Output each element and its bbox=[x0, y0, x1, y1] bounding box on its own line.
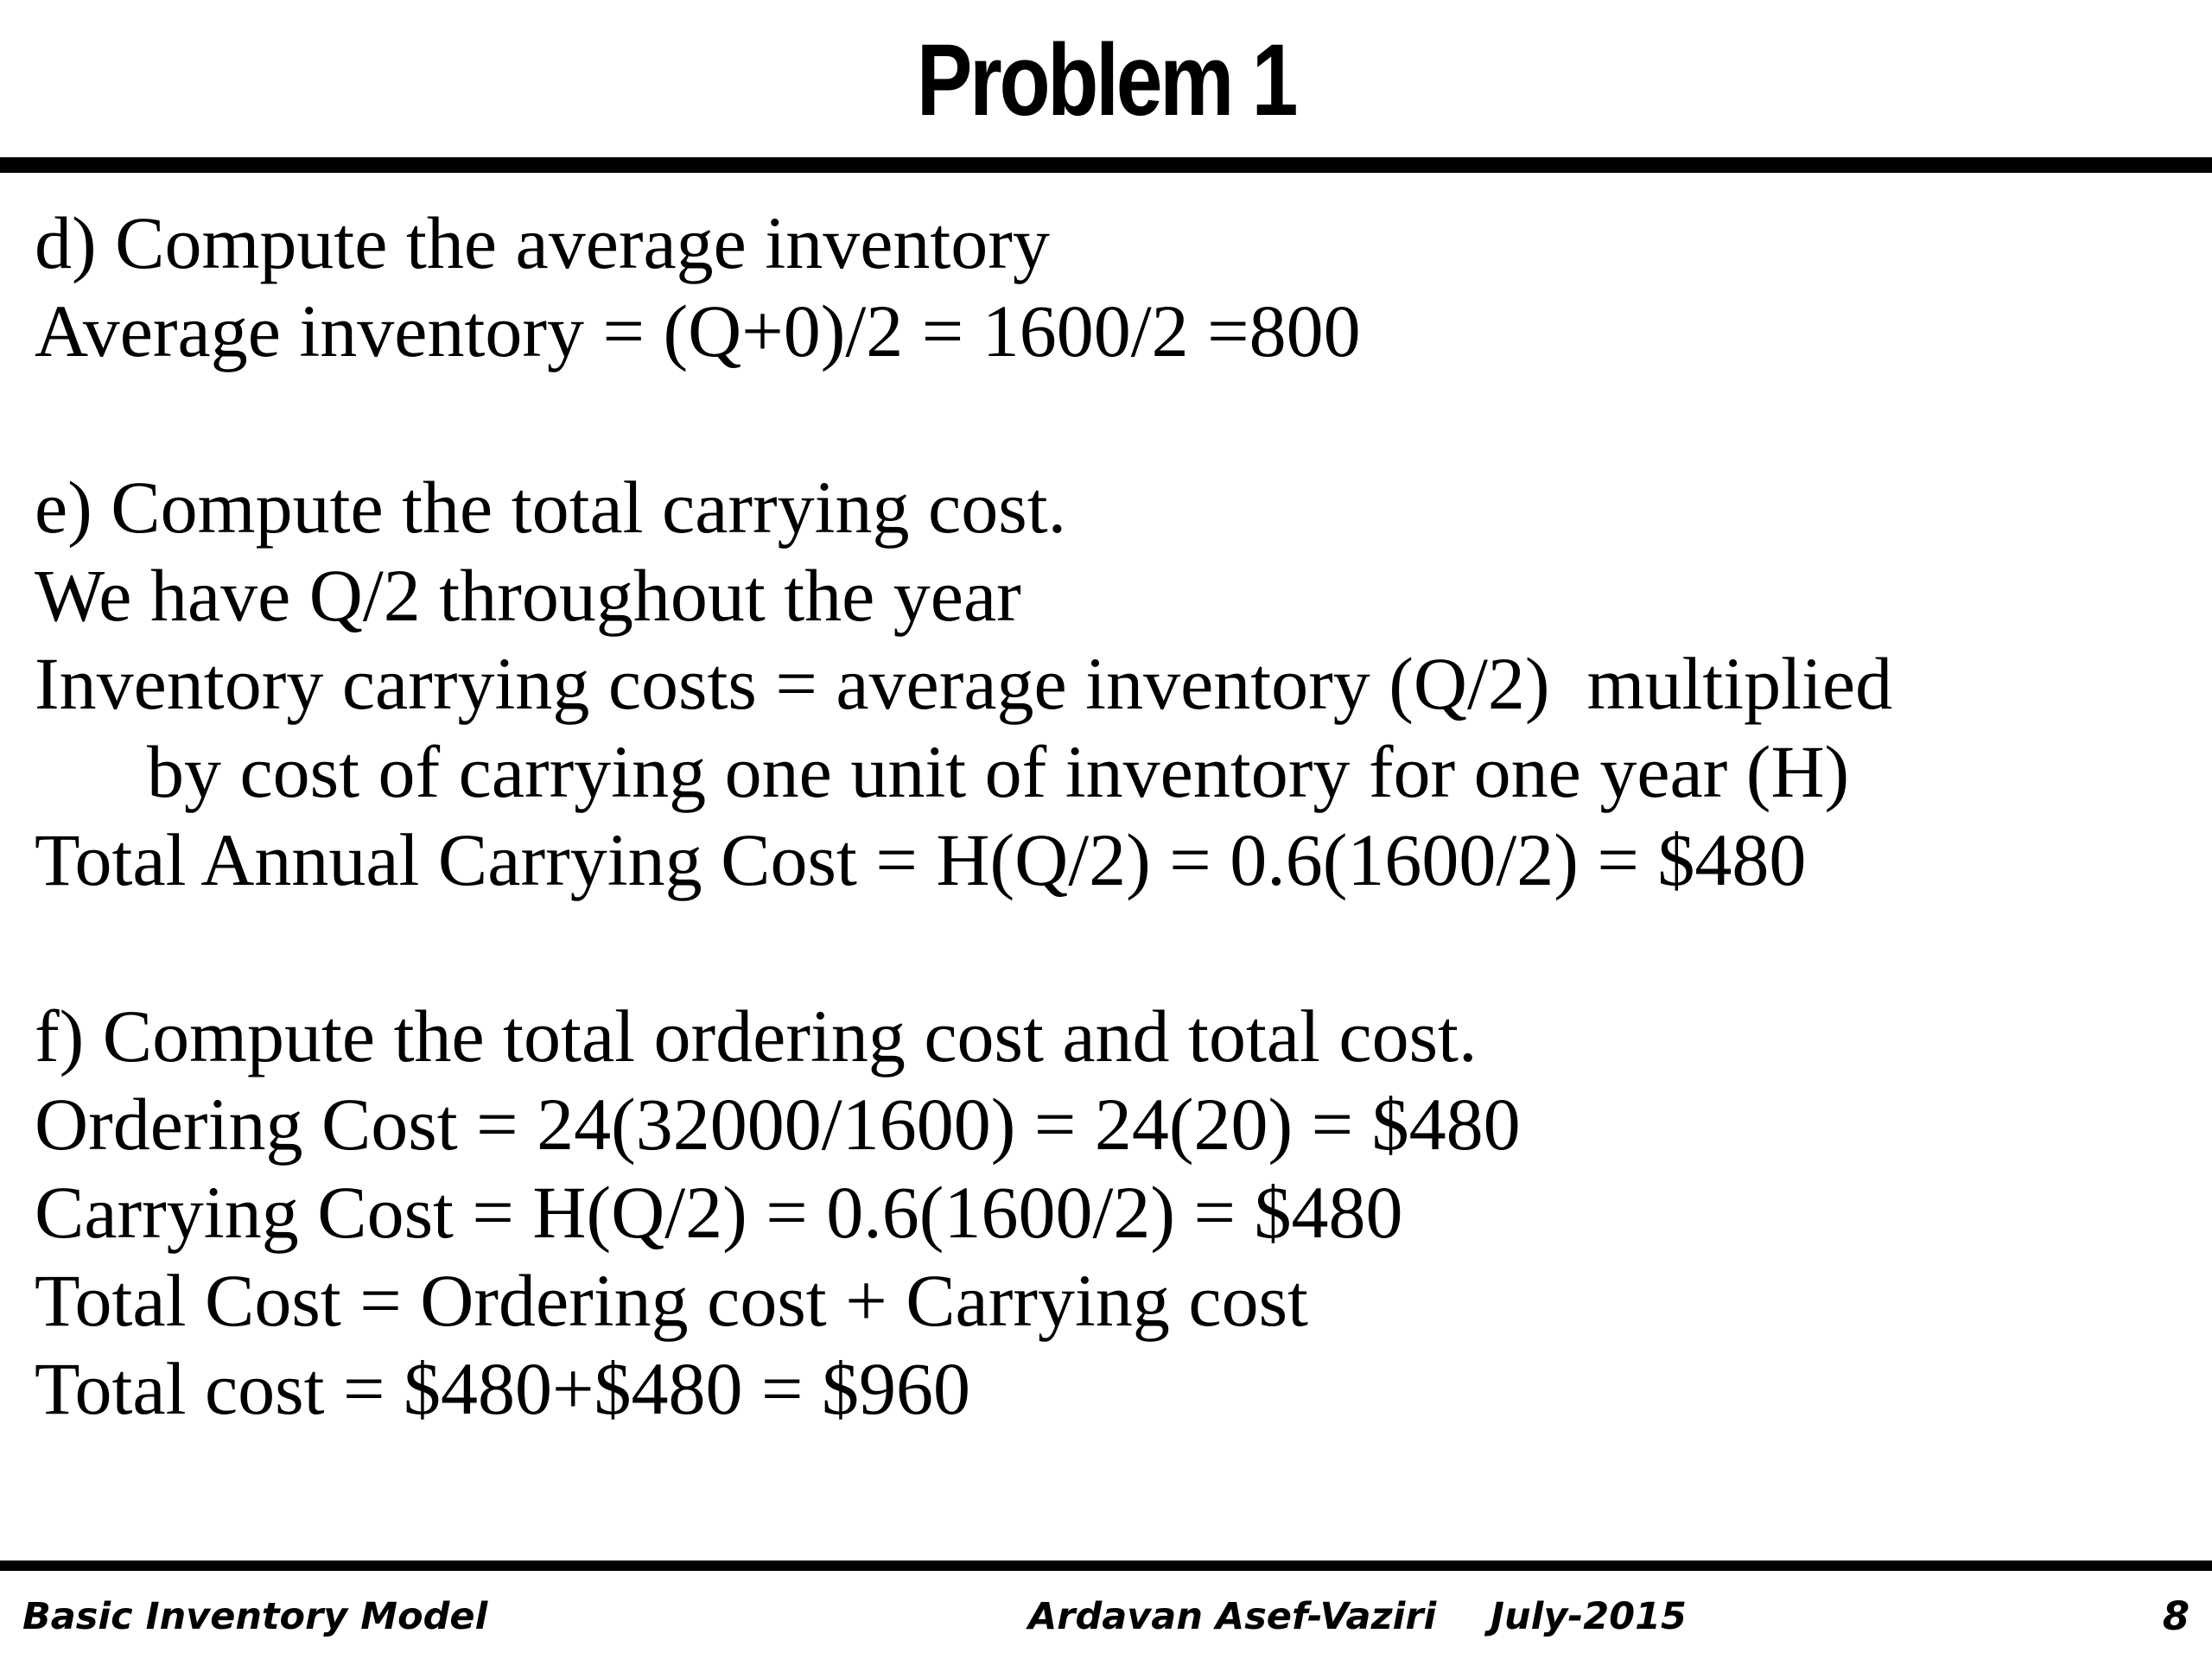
section-e-line-2: Inventory carrying costs = average inventory (Q/2) multiplied bbox=[35, 642, 1893, 725]
section-f-heading: f) Compute the total ordering cost and total cost. bbox=[35, 995, 1478, 1077]
section-d-line-1: Average inventory = (Q+0)/2 = 1600/2 =800 bbox=[35, 289, 1361, 372]
section-f-line-1: Ordering Cost = 24(32000/1600) = 24(20) = $480 bbox=[35, 1083, 1521, 1166]
title-divider bbox=[0, 157, 2212, 173]
section-f-line-3: Total Cost = Ordering cost + Carrying cost bbox=[35, 1259, 1308, 1342]
section-e-heading: e) Compute the total carrying cost. bbox=[35, 466, 1067, 549]
slide-body bbox=[35, 199, 2177, 1433]
section-e-line-3: by cost of carrying one unit of inventory for one year (H) bbox=[147, 730, 1850, 813]
footer-divider bbox=[0, 1560, 2212, 1571]
section-f-line-2: Carrying Cost = H(Q/2) = 0.6(1600/2) = $480 bbox=[35, 1171, 1403, 1254]
spacer bbox=[35, 904, 2177, 992]
footer-course-title: Basic Inventory Model bbox=[22, 1595, 488, 1638]
page-number: 8 bbox=[2162, 1593, 2190, 1639]
section-f-line-4: Total cost = $480+$480 = $960 bbox=[35, 1347, 971, 1430]
slide-title: Problem 1 bbox=[916, 23, 1296, 137]
section-e-line-1: We have Q/2 throughout the year bbox=[35, 554, 1021, 637]
footer-author: Ardavan Asef-Vaziri bbox=[1028, 1595, 1437, 1638]
spacer bbox=[35, 375, 2177, 463]
section-e-line-4: Total Annual Carrying Cost = H(Q/2) = 0.6(1600/2) = $480 bbox=[35, 818, 1807, 901]
footer-date: July-2015 bbox=[1491, 1595, 1687, 1638]
section-d-heading: d) Compute the average inventory bbox=[35, 201, 1050, 284]
